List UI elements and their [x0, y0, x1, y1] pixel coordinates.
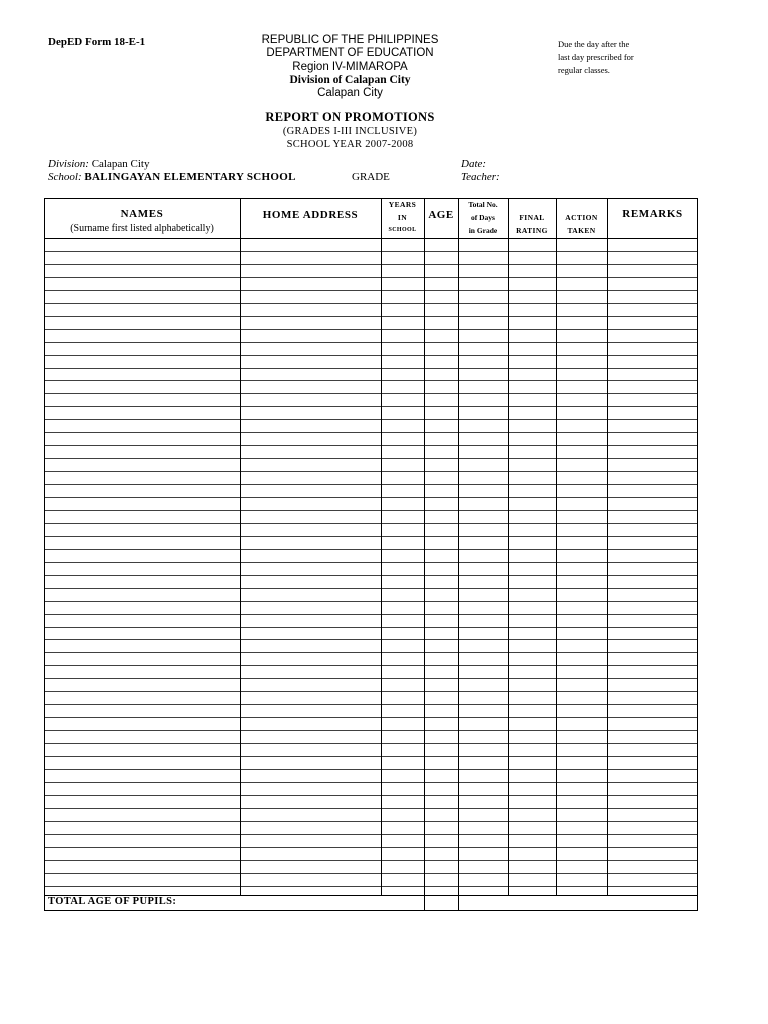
due-note-line: regular classes. [558, 65, 610, 75]
col-header-line: FINAL [519, 213, 545, 222]
division-value: Calapan City [91, 158, 150, 170]
promotions-table [44, 198, 698, 911]
letterhead [200, 34, 500, 100]
table-grid-lines [44, 198, 698, 911]
col-header-line: RATING [516, 226, 548, 235]
col-header-line: in Grade [468, 226, 498, 235]
col-header-line: IN [397, 213, 408, 222]
col-header-line: of Days [471, 213, 495, 222]
report-title: REPORT ON PROMOTIONS [265, 110, 435, 124]
col-header-line: Total No. [468, 200, 498, 209]
col-header-total-days [458, 198, 508, 237]
grades-subtitle: (GRADES I-III INCLUSIVE) [282, 126, 418, 137]
col-header-line: ACTION [565, 213, 598, 222]
school-value: BALINGAYAN ELEMENTARY SCHOOL [84, 171, 296, 183]
due-note-line: Due the day after the [558, 39, 630, 49]
due-note-line: last day prescribed for [558, 52, 634, 62]
col-header-action-taken [556, 211, 607, 237]
school-year: SCHOOL YEAR 2007-2008 [286, 139, 414, 150]
city-line: Calapan City [317, 87, 383, 100]
department-line: DEPARTMENT OF EDUCATION [266, 47, 434, 60]
col-header-line: SCHOOL [388, 227, 417, 233]
due-note [558, 38, 678, 77]
col-header-age: AGE [428, 209, 454, 221]
teacher-label: Teacher: [461, 171, 500, 183]
form-code: DepED Form 18-E-1 [48, 36, 146, 48]
col-header-names: NAMES [120, 208, 164, 220]
col-header-line: TAKEN [567, 226, 596, 235]
division-field [48, 158, 149, 170]
school-label: School: [48, 171, 82, 183]
teacher-field [461, 171, 500, 183]
col-header-years-in-school [381, 198, 424, 237]
col-header-remarks: REMARKS [622, 208, 683, 220]
republic-line: REPUBLIC OF THE PHILIPPINES [261, 34, 439, 46]
col-header-final-rating [508, 211, 556, 237]
col-header-line: YEARS [388, 200, 417, 209]
region-line: Region IV-MIMAROPA [292, 60, 408, 73]
date-label: Date: [461, 158, 487, 170]
col-header-names-sub: (Surname first listed alphabetically) [70, 223, 214, 234]
school-field [48, 171, 296, 183]
total-age-label: TOTAL AGE OF PUPILS: [48, 896, 177, 907]
col-header-home-address: HOME ADDRESS [262, 209, 359, 221]
table-border [45, 199, 698, 911]
date-field [461, 158, 486, 170]
report-title-block [200, 110, 500, 151]
division-line: Division of Calapan City [289, 73, 411, 86]
division-label: Division: [48, 158, 89, 170]
grade-label: GRADE [352, 171, 390, 183]
